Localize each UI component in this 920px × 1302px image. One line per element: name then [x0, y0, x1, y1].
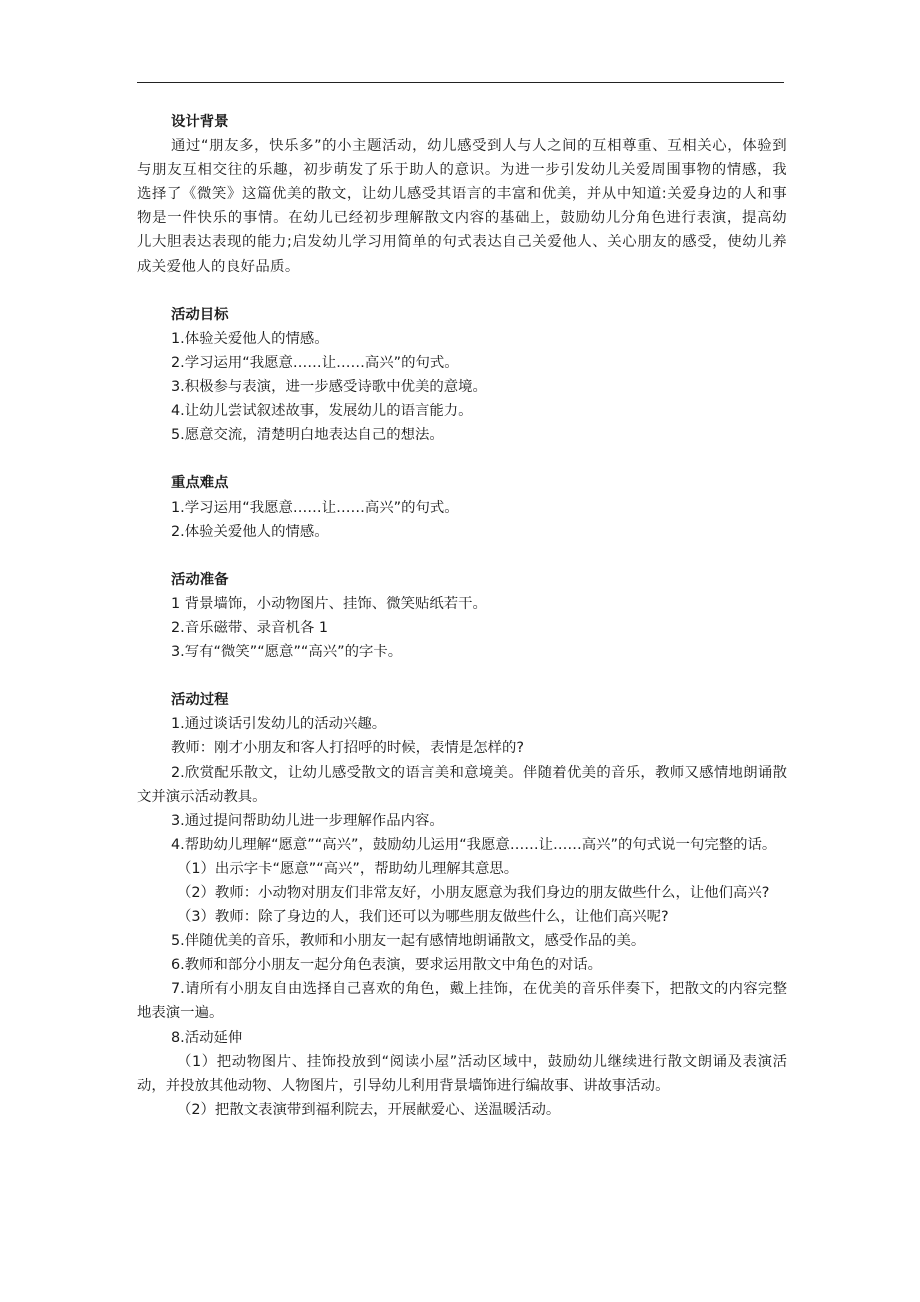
list-item: 5.愿意交流，清楚明白地表达自己的想法。: [171, 427, 444, 444]
section-prep: [137, 568, 787, 664]
section-heading: 设计背景: [171, 114, 229, 130]
header-rule: [137, 82, 784, 83]
list-item: 2.音乐磁带、录音机各 1: [171, 619, 328, 636]
list-item: 3.写有“微笑”“愿意”“高兴”的字卡。: [171, 644, 403, 661]
list-item: 3.通过提问帮助幼儿进一步理解作品内容。: [171, 812, 444, 829]
list-item: 4.帮助幼儿理解“愿意”“高兴”，鼓励幼儿运用“我愿意……让……高兴”的句式说一句完整的话。: [171, 836, 777, 853]
list-item: 1.通过谈话引发幼儿的活动兴趣。: [171, 716, 387, 733]
list-item: 2.欣赏配乐散文，让幼儿感受散文的语言美和意境美。伴随着优美的音乐，教师又感情地朗诵散文并演示活动教具。: [137, 764, 787, 805]
section-heading: 活动目标: [171, 306, 229, 323]
list-item: 教师：刚才小朋友和客人打招呼的时候，表情是怎样的?: [171, 740, 525, 757]
list-item: 5.伴随优美的音乐，教师和小朋友一起有感情地朗诵散文，感受作品的美。: [171, 933, 646, 950]
section-heading: 活动过程: [171, 692, 229, 709]
list-item: 1.学习运用“我愿意……让……高兴”的句式。: [171, 499, 459, 516]
section-heading: 重点难点: [171, 475, 229, 492]
section-keypoints: [137, 471, 787, 543]
document-body: [137, 110, 787, 1122]
list-item: 7.请所有小朋友自由选择自己喜欢的角色，戴上挂饰，在优美的音乐伴奏下，把散文的内容完整地表演一遍。: [137, 981, 787, 1022]
sub-item: （1）出示字卡“愿意”“高兴”，帮助幼儿理解其意思。: [177, 860, 519, 877]
list-item: 3.积极参与表演，进一步感受诗歌中优美的意境。: [171, 379, 487, 396]
list-item: 6.教师和部分小朋友一起分角色表演，要求运用散文中角色的对话。: [171, 957, 603, 974]
list-item: 8.活动延伸: [171, 1029, 243, 1046]
list-item: 2.学习运用“我愿意……让……高兴”的句式。: [171, 354, 459, 371]
section-process: [137, 688, 787, 1122]
sub-item: （1）把动物图片、挂饰投放到“阅读小屋”活动区域中，鼓励幼儿继续进行散文朗诵及表演活动，并投放其他动物、人物图片，引导幼儿利用背景墙饰进行编故事、讲故事活动。: [137, 1053, 787, 1094]
list-item: 2.体验关爱他人的情感。: [171, 523, 329, 540]
section-goals: [137, 303, 787, 448]
section-background: [137, 110, 787, 279]
sub-item: （2）教师：小动物对朋友们非常友好，小朋友愿意为我们身边的朋友做些什么，让他们高兴?: [177, 885, 770, 901]
list-item: 1 背景墙饰，小动物图片、挂饰、微笑贴纸若干。: [171, 595, 487, 612]
list-item: 4.让幼儿尝试叙述故事，发展幼儿的语言能力。: [171, 403, 473, 420]
list-item: 1.体验关爱他人的情感。: [171, 330, 329, 347]
section-heading: 活动准备: [171, 571, 229, 588]
sub-item: （3）教师：除了身边的人，我们还可以为哪些朋友做些什么，让他们高兴呢?: [177, 909, 669, 926]
paragraph: 通过“朋友多，快乐多”的小主题活动，幼儿感受到人与人之间的互相尊重、互相关心，体验到与朋友互相交往的乐趣，初步萌发了乐于助人的意识。为进一步引发幼儿关爱周围事物的情感，我选择了《微笑》这篇优美的散文，让幼儿感受其语言的丰富和优美，并从中知道:关爱身边的人和事物是一件快乐的事情。在幼儿已经初步理解散文内容的基础上，鼓励幼儿分角色进行表演，提高幼儿大胆表达表现的能力;启发幼儿学习用简单的句式表达自己关爱他人、关心朋友的感受，使幼儿养成关爱他人的良好品质。: [137, 138, 787, 275]
sub-item: （2）把散文表演带到福利院去，开展献爱心、送温暖活动。: [177, 1101, 561, 1118]
